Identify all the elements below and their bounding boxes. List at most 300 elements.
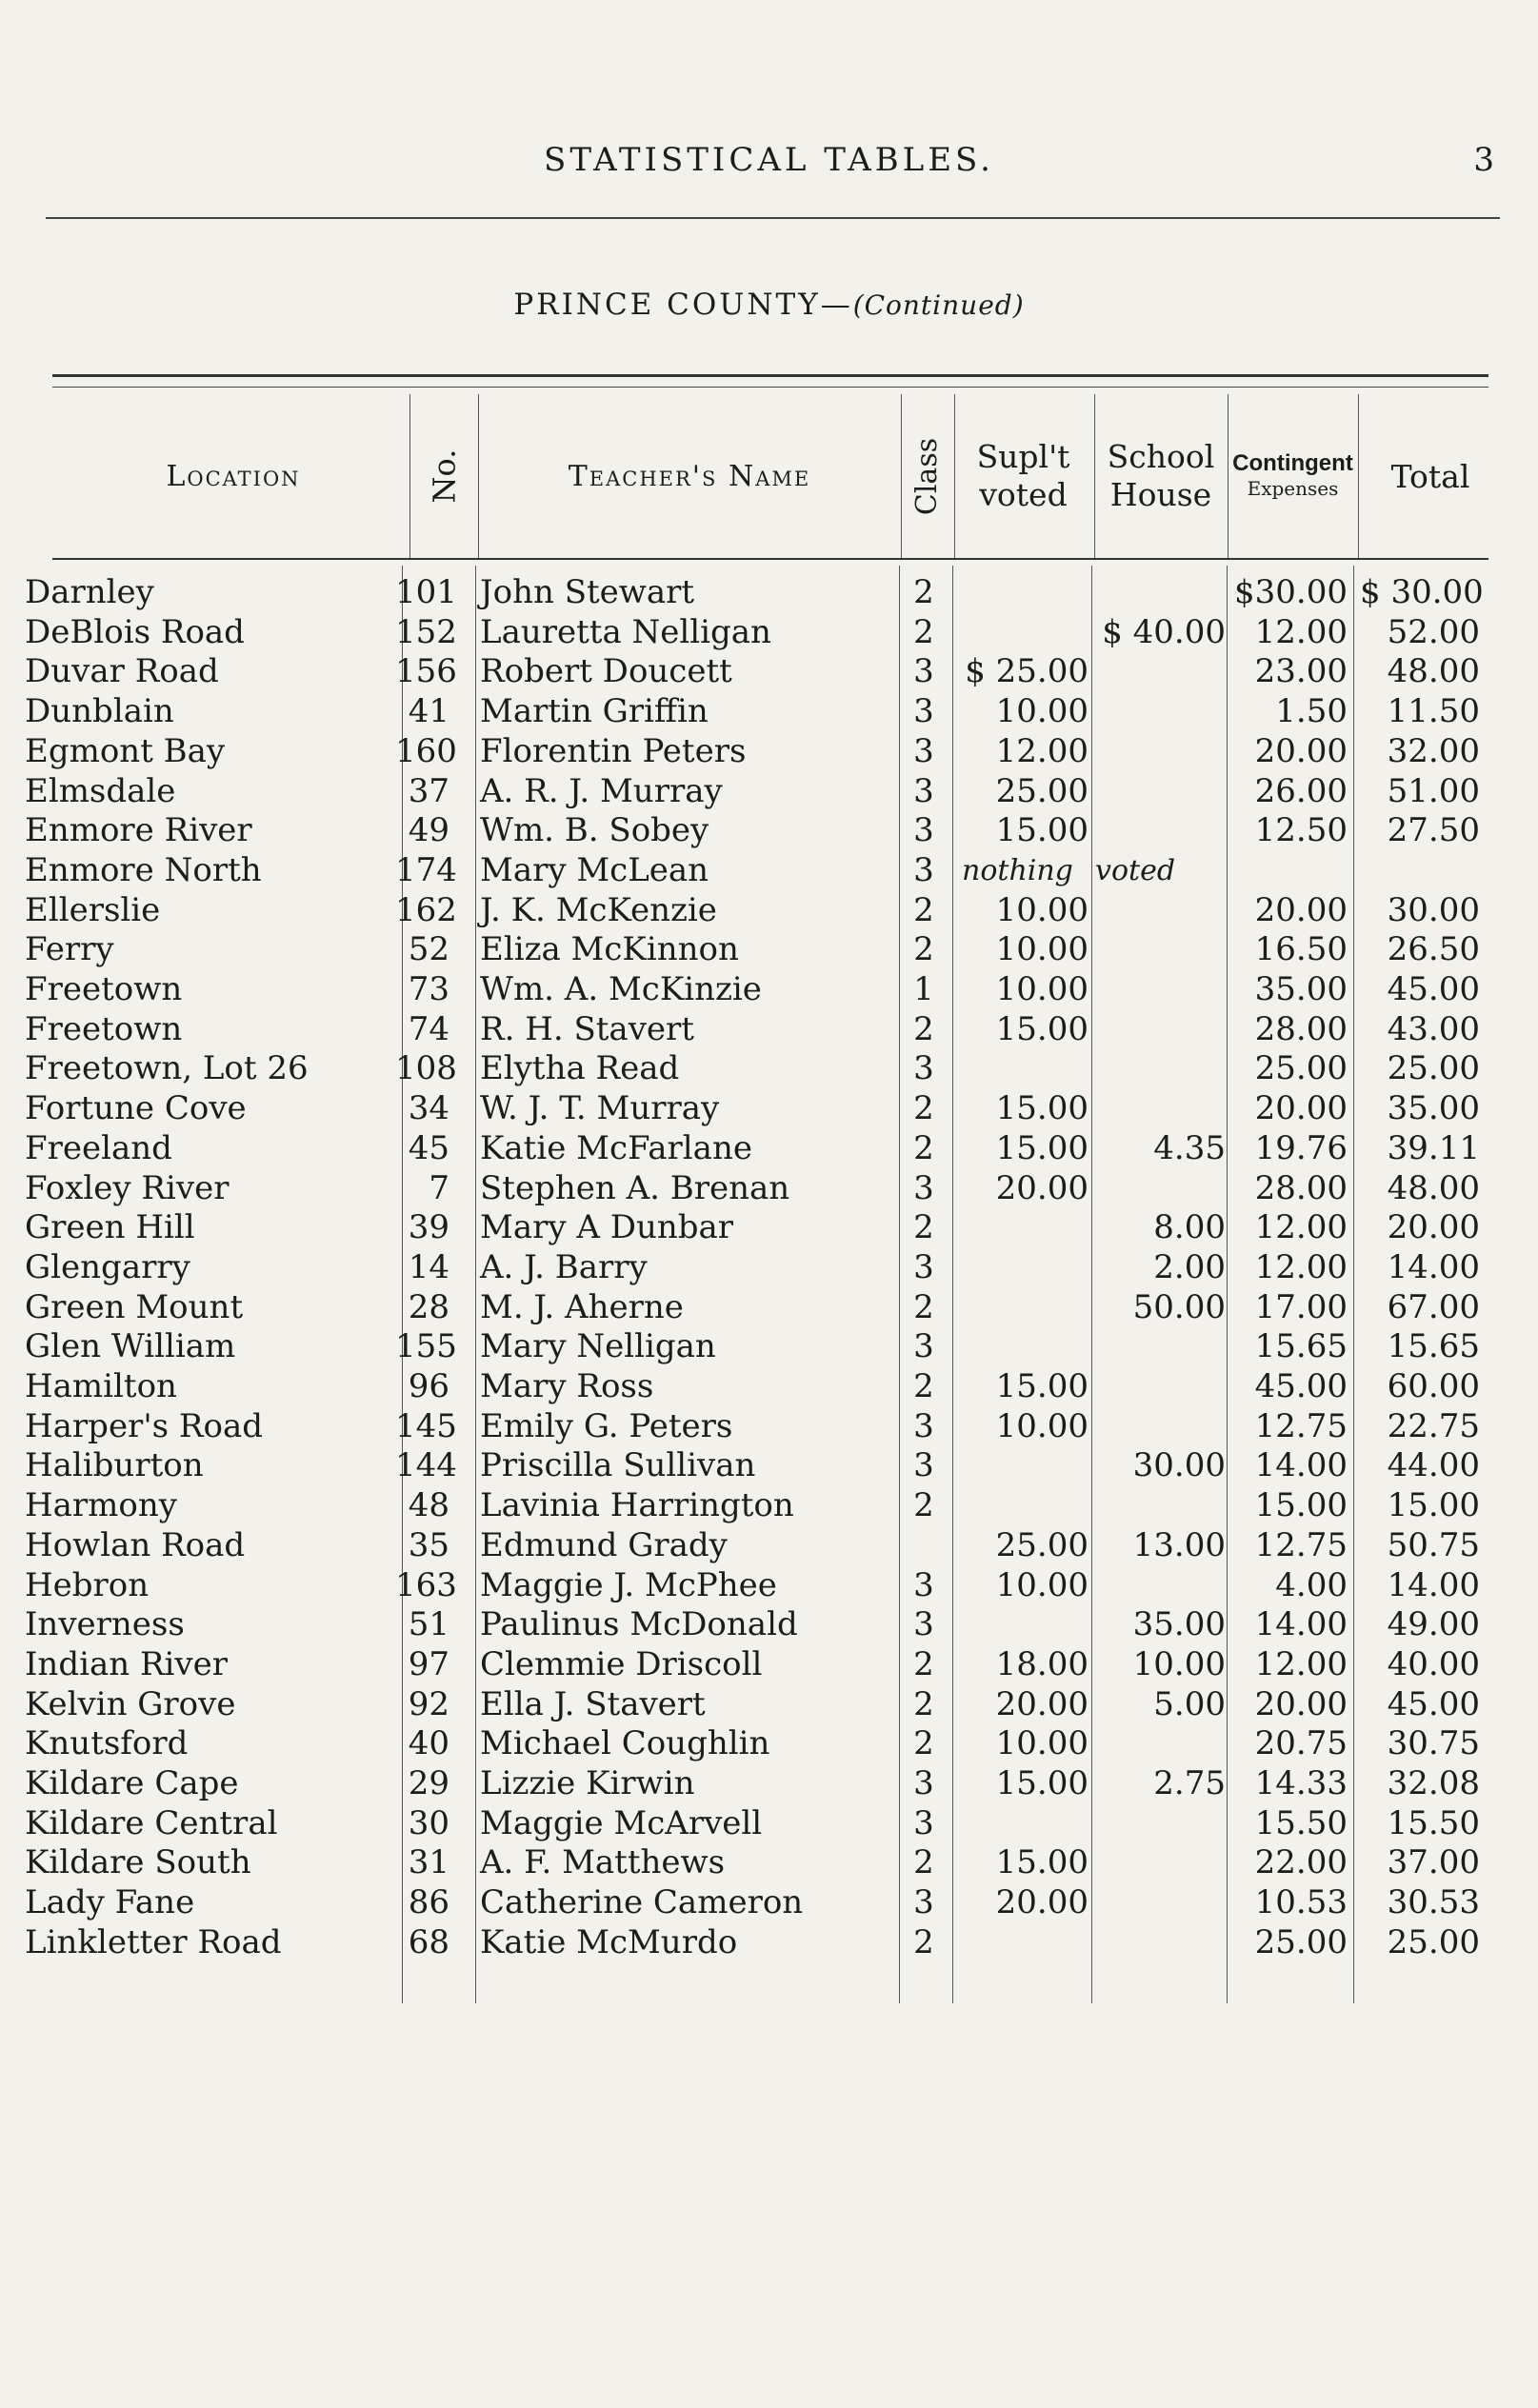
contingent-line1: Contingent [1232,450,1353,476]
table-row [0,811,1538,851]
cell-teacher: W. J. T. Murray [480,1089,720,1128]
cell-total: 60.00 [1387,1367,1480,1405]
cell-total: 25.00 [1387,1922,1480,1961]
cell-total: 26.50 [1387,930,1480,969]
cell-contingent: 15.00 [1254,1486,1348,1525]
cell-location: Freetown [25,1009,183,1048]
table-row [0,692,1538,732]
table-header [0,394,1538,558]
table-row [0,1685,1538,1725]
table-body [0,566,1538,2013]
cell-teacher: Robert Doucett [480,652,732,691]
column-header-location: Location [166,459,301,493]
cell-suplt-voted: 15.00 [995,811,1089,850]
cell-teacher: Wm. B. Sobey [480,811,709,850]
cell-total: 32.00 [1387,731,1480,770]
cell-location: Hamilton [25,1367,177,1405]
cell-total: 30.00 [1387,890,1480,929]
suplt-line1: Supl't [976,438,1070,475]
suplt-line2: voted [979,476,1068,513]
table-row [0,1010,1538,1050]
cell-teacher: Clemmie Driscoll [480,1644,763,1683]
cell-suplt-voted: 20.00 [995,1168,1089,1207]
table-row [0,970,1538,1010]
cell-total: 37.00 [1387,1843,1480,1882]
cell-no: 174 [395,850,457,889]
cell-total: 39.11 [1387,1128,1480,1167]
cell-location: Elmsdale [25,771,176,810]
header-rule [46,217,1500,219]
cell-location: Enmore River [25,811,252,850]
cell-contingent: 20.00 [1254,1684,1348,1723]
cell-teacher: A. R. J. Murray [480,771,723,810]
table-row [0,1724,1538,1764]
cell-total: $ 30.00 [1360,573,1484,611]
cell-location: Inverness [25,1605,185,1644]
continued-label: (Continued) [852,289,1025,321]
school-line1: School [1107,438,1215,475]
cell-teacher: Stephen A. Brenan [480,1168,790,1207]
cell-location: Kildare Central [25,1803,278,1842]
cell-teacher: A. J. Barry [480,1247,648,1286]
cell-teacher: Martin Griffin [480,692,709,731]
cell-contingent: 25.00 [1254,1922,1348,1961]
table-top-rule [52,374,1488,377]
cell-total: 22.75 [1387,1406,1480,1445]
cell-location: Glen William [25,1327,236,1366]
table-row [0,573,1538,613]
cell-suplt-voted: 10.00 [995,1406,1089,1445]
cell-total: 45.00 [1387,970,1480,1008]
cell-class: 3 [913,1247,934,1286]
cell-class: 3 [913,1605,934,1644]
cell-suplt-voted: 15.00 [995,1764,1089,1802]
cell-location: Indian River [25,1644,228,1683]
cell-contingent: 12.75 [1254,1525,1348,1564]
table-row [0,1605,1538,1645]
cell-class: 3 [913,692,934,731]
cell-location: Duvar Road [25,652,219,691]
page-number: 3 [1473,141,1494,179]
cell-teacher: Ella J. Stavert [480,1684,706,1723]
table-row [0,1049,1538,1089]
cell-contingent: 23.00 [1254,652,1348,691]
table-row [0,1129,1538,1169]
cell-location: Knutsford [25,1724,189,1763]
cell-teacher: A. F. Matthews [480,1843,726,1882]
cell-location: Howlan Road [25,1525,246,1564]
cell-contingent: 20.00 [1254,1089,1348,1128]
column-header-school-house [1095,394,1227,558]
table-row [0,732,1538,772]
cell-class: 3 [913,1764,934,1802]
cell-contingent: 45.00 [1254,1367,1348,1405]
cell-class: 2 [913,573,934,611]
table-row [0,1169,1538,1209]
cell-suplt-voted: 12.00 [995,731,1089,770]
cell-total: 30.75 [1387,1724,1480,1763]
cell-no: 31 [408,1843,449,1882]
table-row [0,1367,1538,1407]
cell-school-house: 2.00 [1153,1247,1226,1286]
cell-location: Linkletter Road [25,1922,282,1961]
column-header-teacher: Teacher's Name [568,459,811,493]
cell-teacher: Katie McFarlane [480,1128,752,1167]
cell-class: 2 [913,1922,934,1961]
cell-contingent: 12.00 [1254,1644,1348,1683]
cell-contingent: 35.00 [1254,970,1348,1008]
cell-location: Fortune Cove [25,1089,247,1128]
cell-class: 3 [913,1327,934,1366]
section-subheading [0,288,1538,322]
cell-contingent: 22.00 [1254,1843,1348,1882]
cell-no: 96 [408,1367,449,1405]
cell-location: Harmony [25,1486,177,1525]
cell-total: 32.08 [1387,1764,1480,1802]
cell-suplt-voted: 10.00 [995,970,1089,1008]
cell-location: Green Hill [25,1208,195,1247]
cell-class: 3 [913,1803,934,1842]
cell-contingent: 20.00 [1254,731,1348,770]
column-header-no-label: No. [426,448,462,504]
cell-contingent: 12.50 [1254,811,1348,850]
table-row [0,1804,1538,1844]
cell-no: 162 [395,890,457,929]
table-row [0,1446,1538,1486]
cell-class: 3 [913,731,934,770]
cell-no: 152 [395,612,457,651]
cell-contingent: 14.33 [1254,1764,1348,1802]
school-line2: House [1109,476,1212,513]
cell-class: 2 [913,1486,934,1525]
cell-location: Enmore North [25,850,262,889]
table-row [0,1764,1538,1804]
column-header-contingent-expenses [1228,394,1357,558]
cell-location: Freeland [25,1128,172,1167]
header-bottom-rule [52,558,1488,560]
column-header-total: Total [1390,457,1470,495]
cell-total: 15.00 [1387,1486,1480,1525]
cell-suplt-voted: 10.00 [995,1565,1089,1604]
cell-class: 2 [913,1128,934,1167]
cell-contingent: 12.75 [1254,1406,1348,1445]
county-name: PRINCE COUNTY [513,288,821,322]
cell-suplt-voted: 15.00 [995,1843,1089,1882]
cell-no: 68 [408,1922,449,1961]
cell-location: Darnley [25,573,154,611]
cell-suplt-voted: 10.00 [995,692,1089,731]
cell-contingent: 16.50 [1254,930,1348,969]
cell-teacher: Priscilla Sullivan [480,1446,756,1485]
cell-school-house: 8.00 [1153,1208,1226,1247]
cell-no: 101 [395,573,457,611]
cell-location: Dunblain [25,692,174,731]
table-top-rule-thin [52,387,1488,388]
cell-teacher: M. J. Aherne [480,1287,684,1326]
cell-teacher: Michael Coughlin [480,1724,770,1763]
cell-class: 3 [913,1883,934,1922]
cell-school-house: 5.00 [1153,1684,1226,1723]
cell-suplt-voted: 25.00 [995,771,1089,810]
cell-teacher: Emily G. Peters [480,1406,733,1445]
cell-school-house: 10.00 [1132,1644,1226,1683]
cell-teacher: Florentin Peters [480,731,747,770]
cell-class: 2 [913,930,934,969]
cell-class: 3 [913,1049,934,1088]
table-row [0,613,1538,653]
cell-location: Green Mount [25,1287,244,1326]
column-header-class [901,394,953,558]
column-header-suplt-voted [954,394,1092,558]
cell-location: Lady Fane [25,1883,195,1922]
table-row [0,1526,1538,1566]
cell-contingent: 20.00 [1254,890,1348,929]
cell-no: 7 [429,1168,449,1207]
cell-school-house: 4.35 [1153,1128,1226,1167]
cell-contingent: 19.76 [1254,1128,1348,1167]
cell-no: 34 [408,1089,449,1128]
cell-class: 2 [913,1287,934,1326]
cell-total: 11.50 [1387,692,1480,731]
cell-no: 92 [408,1684,449,1723]
cell-class: 3 [913,771,934,810]
cell-no: 39 [408,1208,449,1247]
cell-contingent: 15.50 [1254,1803,1348,1842]
cell-total: 49.00 [1387,1605,1480,1644]
cell-total: 52.00 [1387,612,1480,651]
table-row [0,891,1538,931]
table-row [0,1645,1538,1685]
cell-no: 52 [408,930,449,969]
cell-total: 43.00 [1387,1009,1480,1048]
cell-no: 86 [408,1883,449,1922]
table-row [0,1486,1538,1526]
cell-class: 3 [913,1565,934,1604]
cell-no: 48 [408,1486,449,1525]
cell-suplt-voted: 10.00 [995,890,1089,929]
cell-contingent: $30.00 [1234,573,1348,611]
cell-suplt-voted: 20.00 [995,1883,1089,1922]
table-row [0,652,1538,692]
table-row [0,930,1538,970]
cell-no: 30 [408,1803,449,1842]
cell-no: 155 [395,1327,457,1366]
cell-total: 45.00 [1387,1684,1480,1723]
cell-no: 49 [408,811,449,850]
cell-no: 29 [408,1764,449,1802]
cell-school-house: 13.00 [1132,1525,1226,1564]
cell-class: 2 [913,890,934,929]
cell-teacher: Mary A Dunbar [480,1208,734,1247]
cell-no: 156 [395,652,457,691]
cell-location: Hebron [25,1565,150,1604]
cell-suplt-voted: 10.00 [995,930,1089,969]
cell-total: 14.00 [1387,1247,1480,1286]
cell-suplt-voted: 10.00 [995,1724,1089,1763]
cell-class: 2 [913,1367,934,1405]
cell-teacher: Mary Ross [480,1367,654,1405]
cell-teacher: Elytha Read [480,1049,680,1088]
cell-school-house: 50.00 [1132,1287,1226,1326]
cell-class: 3 [913,811,934,850]
cell-teacher: Mary McLean [480,850,709,889]
cell-no: 97 [408,1644,449,1683]
cell-total: 25.00 [1387,1049,1480,1088]
cell-no: 74 [408,1009,449,1048]
cell-suplt-voted: nothing [962,853,1073,887]
cell-no: 35 [408,1525,449,1564]
running-head: STATISTICAL TABLES. [544,141,994,179]
cell-total: 40.00 [1387,1644,1480,1683]
cell-suplt-voted: 15.00 [995,1128,1089,1167]
cell-suplt-voted: $ 25.00 [965,652,1089,691]
cell-suplt-voted: 25.00 [995,1525,1089,1564]
table-row [0,1566,1538,1606]
cell-no: 51 [408,1605,449,1644]
cell-contingent: 28.00 [1254,1009,1348,1048]
cell-no: 40 [408,1724,449,1763]
cell-school-house: 2.75 [1153,1764,1226,1802]
cell-no: 45 [408,1128,449,1167]
cell-class: 3 [913,1406,934,1445]
cell-class: 2 [913,612,934,651]
cell-no: 108 [395,1049,457,1088]
cell-location: Ellerslie [25,890,161,929]
cell-teacher: Maggie J. McPhee [480,1565,777,1604]
cell-class: 2 [913,1009,934,1048]
column-header-class-label: Class [910,437,945,515]
cell-class: 1 [913,970,934,1008]
cell-no: 28 [408,1287,449,1326]
cell-suplt-voted: 20.00 [995,1684,1089,1723]
cell-total: 20.00 [1387,1208,1480,1247]
cell-location: Freetown [25,970,183,1008]
cell-total: 50.75 [1387,1525,1480,1564]
cell-teacher: Edmund Grady [480,1525,728,1564]
cell-teacher: John Stewart [480,573,695,611]
cell-total: 35.00 [1387,1089,1480,1128]
cell-contingent: 25.00 [1254,1049,1348,1088]
table-row [0,851,1538,891]
cell-total: 14.00 [1387,1565,1480,1604]
cell-school-house: $ 40.00 [1102,612,1226,651]
cell-contingent: 12.00 [1254,1247,1348,1286]
cell-school-house: 35.00 [1132,1605,1226,1644]
table-row [0,1923,1538,1963]
table-row [0,1288,1538,1328]
cell-teacher: Lizzie Kirwin [480,1764,695,1802]
cell-class: 2 [913,1843,934,1882]
cell-contingent: 1.50 [1275,692,1348,731]
cell-location: Egmont Bay [25,731,226,770]
table-row [0,1089,1538,1129]
table-row [0,1208,1538,1248]
cell-total: 48.00 [1387,652,1480,691]
cell-class: 3 [913,1168,934,1207]
cell-total: 30.53 [1387,1883,1480,1922]
cell-no: 14 [408,1247,449,1286]
cell-no: 73 [408,970,449,1008]
cell-total: 15.65 [1387,1327,1480,1366]
cell-location: Kildare Cape [25,1764,239,1802]
cell-school-house: voted [1095,853,1176,887]
cell-total: 27.50 [1387,811,1480,850]
cell-teacher: Lauretta Nelligan [480,612,771,651]
table-row [0,1248,1538,1288]
table-row [0,772,1538,812]
table-row [0,1407,1538,1447]
cell-suplt-voted: 15.00 [995,1009,1089,1048]
cell-total: 15.50 [1387,1803,1480,1842]
cell-teacher: Eliza McKinnon [480,930,739,969]
cell-contingent: 14.00 [1254,1605,1348,1644]
cell-contingent: 15.65 [1254,1327,1348,1366]
cell-location: Foxley River [25,1168,230,1207]
cell-class: 3 [913,652,934,691]
cell-contingent: 12.00 [1254,1208,1348,1247]
cell-contingent: 26.00 [1254,771,1348,810]
cell-teacher: Mary Nelligan [480,1327,716,1366]
cell-school-house: 30.00 [1132,1446,1226,1485]
cell-suplt-voted: 15.00 [995,1089,1089,1128]
cell-class: 2 [913,1724,934,1763]
cell-total: 48.00 [1387,1168,1480,1207]
cell-teacher: J. K. McKenzie [480,890,717,929]
table-row [0,1843,1538,1883]
column-header-no [409,394,478,558]
cell-total: 51.00 [1387,771,1480,810]
cell-no: 163 [395,1565,457,1604]
cell-no: 37 [408,771,449,810]
cell-location: Kildare South [25,1843,251,1882]
cell-contingent: 14.00 [1254,1446,1348,1485]
table-row [0,1327,1538,1367]
cell-contingent: 10.53 [1254,1883,1348,1922]
cell-suplt-voted: 18.00 [995,1644,1089,1683]
cell-class: 2 [913,1089,934,1128]
cell-class: 3 [913,1446,934,1485]
cell-teacher: Wm. A. McKinzie [480,970,762,1008]
cell-class: 3 [913,850,934,889]
cell-class: 2 [913,1208,934,1247]
cell-no: 41 [408,692,449,731]
cell-contingent: 17.00 [1254,1287,1348,1326]
cell-teacher: Katie McMurdo [480,1922,738,1961]
cell-contingent: 12.00 [1254,612,1348,651]
cell-class: 2 [913,1644,934,1683]
table-row [0,1883,1538,1923]
contingent-line2: Expenses [1247,477,1339,500]
cell-location: Haliburton [25,1446,204,1485]
cell-teacher: R. H. Stavert [480,1009,694,1048]
cell-location: Glengarry [25,1247,190,1286]
cell-location: DeBlois Road [25,612,245,651]
cell-contingent: 4.00 [1275,1565,1348,1604]
cell-location: Ferry [25,930,114,969]
cell-contingent: 28.00 [1254,1168,1348,1207]
cell-location: Harper's Road [25,1406,264,1445]
cell-teacher: Paulinus McDonald [480,1605,798,1644]
cell-no: 144 [395,1446,457,1485]
cell-location: Kelvin Grove [25,1684,236,1723]
cell-suplt-voted: 15.00 [995,1367,1089,1405]
cell-teacher: Catherine Cameron [480,1883,804,1922]
cell-location: Freetown, Lot 26 [25,1049,309,1088]
cell-teacher: Lavinia Harrington [480,1486,794,1525]
cell-total: 67.00 [1387,1287,1480,1326]
cell-class: 2 [913,1684,934,1723]
cell-teacher: Maggie McArvell [480,1803,763,1842]
